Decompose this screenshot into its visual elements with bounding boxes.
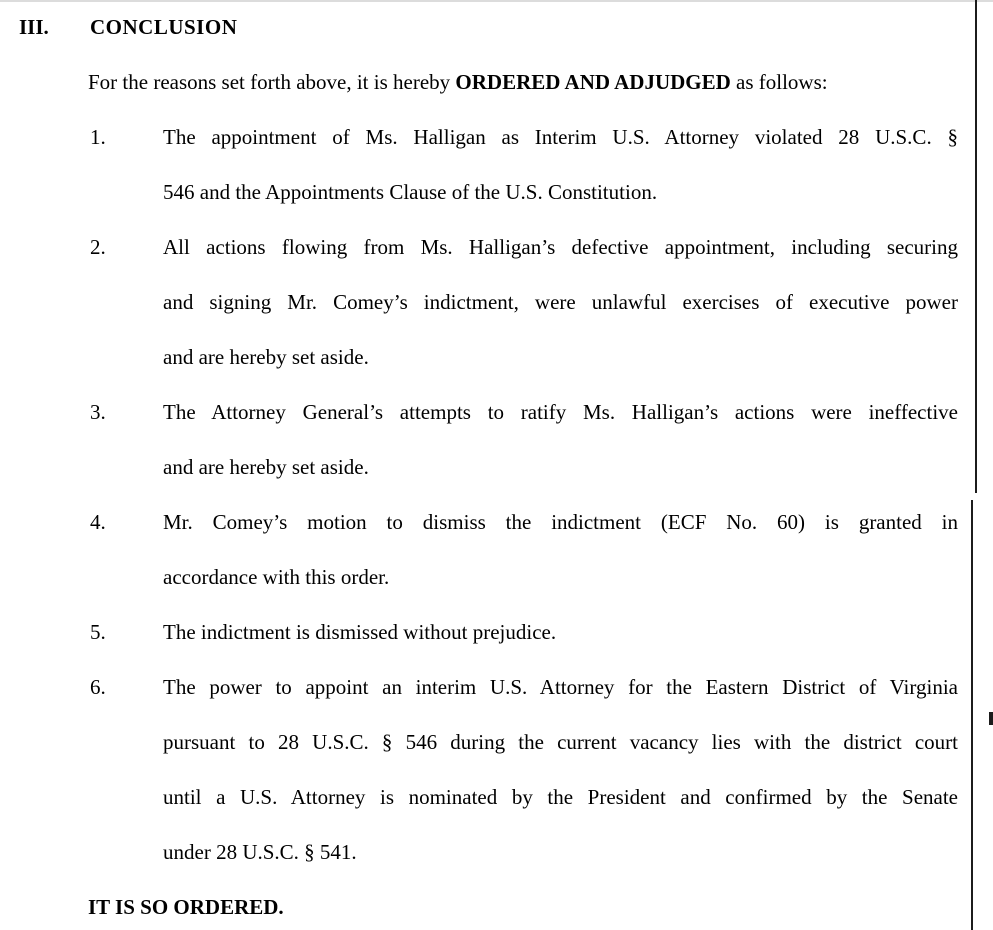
ordered-item — [0, 660, 958, 880]
scan-edge-right-upper — [975, 0, 977, 493]
intro-paragraph — [0, 55, 958, 110]
ordered-item — [0, 385, 958, 495]
item-line: and are hereby set aside. — [163, 455, 369, 479]
ordered-item — [0, 220, 958, 385]
section-title: CONCLUSION — [90, 15, 238, 39]
scan-edge-tick — [989, 712, 993, 725]
ordered-item — [0, 495, 958, 605]
item-line: pursuant to 28 U.S.C. § 546 during the current vacancy lies with the district court — [163, 730, 958, 754]
item-number: 2. — [90, 235, 106, 259]
item-line: accordance with this order. — [163, 565, 390, 589]
item-line: Mr. Comey’s motion to dismiss the indictment (ECF No. 60) is granted in — [163, 510, 958, 534]
item-line: The appointment of Ms. Halligan as Interim U.S. Attorney violated 28 U.S.C. § — [163, 125, 958, 149]
item-line: and signing Mr. Comey’s indictment, were unlawful exercises of executive power — [163, 290, 958, 314]
intro-prefix: For the reasons set forth above, it is hereby — [88, 70, 456, 94]
intro-suffix: as follows: — [730, 70, 828, 94]
scan-edge-top — [0, 0, 993, 2]
item-line: The power to appoint an interim U.S. Attorney for the Eastern District of Virginia — [163, 675, 958, 699]
item-line: The indictment is dismissed without prejudice. — [163, 620, 557, 644]
section-numeral: III. — [19, 15, 49, 39]
item-line: until a U.S. Attorney is nominated by the President and confirmed by the Senate — [163, 785, 958, 809]
closing-statement: IT IS SO ORDERED. — [88, 895, 284, 919]
item-number: 4. — [90, 510, 106, 534]
scan-edge-right-lower — [971, 500, 973, 930]
item-number: 6. — [90, 675, 106, 699]
item-line: The Attorney General’s attempts to ratify Ms. Halligan’s actions were ineffective — [163, 400, 958, 424]
ordered-items — [0, 110, 958, 880]
item-line: All actions flowing from Ms. Halligan’s defective appointment, including securing — [163, 235, 958, 259]
item-line: under 28 U.S.C. § 541. — [163, 840, 357, 864]
item-number: 5. — [90, 620, 106, 644]
ordered-item — [0, 110, 958, 220]
item-line: 546 and the Appointments Clause of the U.S. Constitution. — [163, 180, 658, 204]
ordered-item — [0, 605, 958, 660]
item-line: and are hereby set aside. — [163, 345, 369, 369]
intro-bold-phrase: ORDERED AND ADJUDGED — [455, 70, 731, 94]
item-number: 3. — [90, 400, 106, 424]
section-heading — [0, 0, 958, 55]
item-number: 1. — [90, 125, 106, 149]
